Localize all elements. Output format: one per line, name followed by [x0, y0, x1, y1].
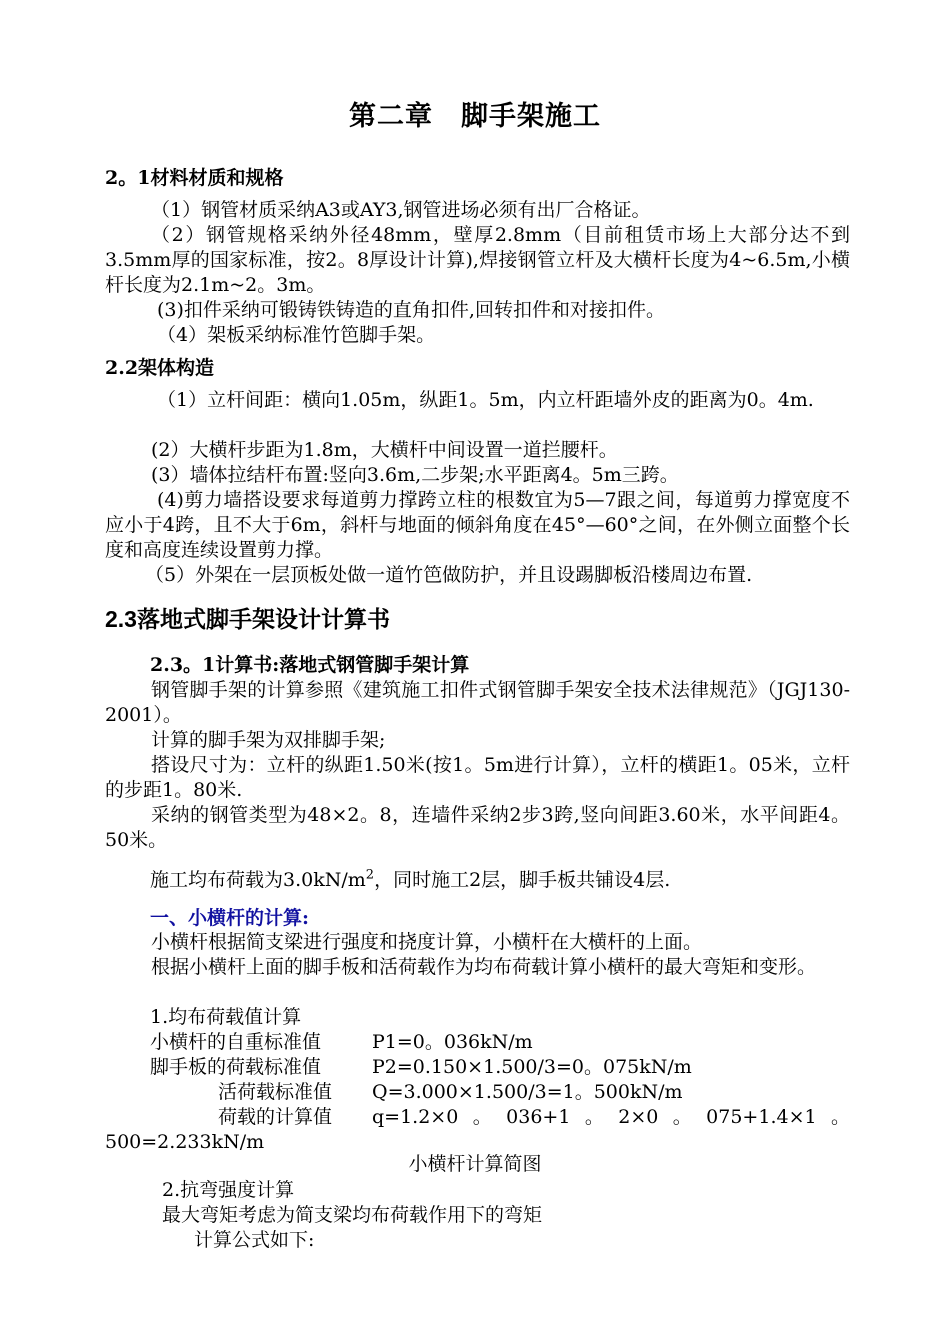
paragraph: （1）立杆间距：横向1.05m，纵距1。5m，内立杆距墙外皮的距离为0。4m. — [157, 389, 814, 411]
paragraph: (3）墙体拉结杆布置:竖向3.6m,二步架;水平距离4。5m三跨。 — [151, 464, 679, 486]
item-heading: 2.抗弯强度计算 — [162, 1179, 295, 1201]
paragraph: 钢管脚手架的计算参照《建筑施工扣件式钢管脚手架安全技术法律规范》（JGJ130-2001）。 — [105, 679, 850, 726]
paragraph: （4）架板采纳标准竹笆脚手架。 — [157, 324, 436, 346]
paragraph: 小横杆根据简支梁进行强度和挠度计算，小横杆在大横杆的上面。 — [151, 931, 703, 953]
load-value: Q=3.000×1.500/3=1。500kN/m — [372, 1081, 683, 1103]
paragraph: 搭设尺寸为：立杆的纵距1.50米(按1。5m进行计算），立杆的横距1。05米，立杆的步距1。80米. — [105, 754, 850, 801]
paragraph: （1）钢管材质采纳A3或AY3,钢管进场必须有出厂合格证。 — [151, 199, 651, 221]
item-heading: 1.均布荷载值计算 — [150, 1006, 302, 1028]
paragraph-load — [150, 868, 670, 893]
paragraph: 采纳的钢管类型为48×2。8，连墙件采纳2步3跨,竖向间距3.60米，水平间距4。50米。 — [105, 804, 850, 851]
paragraph: (3)扣件采纳可锻铸铁铸造的直角扣件,回转扣件和对接扣件。 — [157, 299, 665, 321]
paragraph: (4)剪力墙搭设要求每道剪力撑跨立柱的根数宜为5—7跟之间，每道剪力撑宽度不应小于4跨，且不大于6m，斜杆与地面的倾斜角度在45°—60°之间，在外侧立面整个长度和高度连续设置剪力撑。 — [105, 489, 850, 561]
paragraph: 最大弯矩考虑为简支梁均布荷载作用下的弯矩 — [162, 1204, 543, 1226]
load-label: 荷载的计算值 — [218, 1106, 333, 1128]
diagram-caption: 小横杆计算简图 — [408, 1153, 542, 1175]
load-label: 小横杆的自重标准值 — [150, 1031, 322, 1053]
load-label: 脚手板的荷载标准值 — [150, 1056, 322, 1078]
chapter-title: 第二章 脚手架施工 — [349, 101, 601, 132]
section-heading-2-1: 2。1材料材质和规格 — [105, 167, 284, 189]
paragraph: （2）钢管规格采纳外径48mm，壁厚2.8mm（目前租赁市场上大部分达不到3.5mm厚的国家标准，按2。8厚设计计算),焊接钢管立杆及大横杆长度为4~6.5m,小横杆长度为2.1m~2。3m。 — [105, 224, 850, 296]
paragraph: 根据小横杆上面的脚手板和活荷载作为均布荷载计算小横杆的最大弯矩和变形。 — [151, 956, 817, 978]
calc-heading: 一、小横杆的计算: — [150, 907, 310, 929]
paragraph: （5）外架在一层顶板处做一道竹笆做防护，并且设踢脚板沿楼周边布置. — [145, 564, 753, 586]
paragraph: 计算的脚手架为双排脚手架; — [151, 729, 386, 751]
section-heading-2-3: 2.3落地式脚手架设计计算书 — [105, 606, 390, 632]
paragraph: (2）大横杆步距为1.8m，大横杆中间设置一道拦腰杆。 — [151, 439, 618, 461]
load-value: P1=0。036kN/m — [372, 1031, 533, 1053]
load-text: 施工均布荷载为3.0kN/m — [150, 869, 366, 891]
load-label: 活荷载标准值 — [218, 1081, 333, 1103]
load-value: q=1.2×0。036+1。2×0。075+1.4×1。500=2.233kN/m — [105, 1106, 850, 1153]
section-heading-2-2: 2.2架体构造 — [105, 357, 215, 379]
load-tail: ，同时施工2层，脚手板共铺设4层. — [374, 869, 671, 891]
load-value: P2=0.150×1.500/3=0。075kN/m — [372, 1056, 692, 1078]
paragraph: 计算公式如下: — [194, 1229, 315, 1251]
subsection-heading: 2.3。1计算书:落地式钢管脚手架计算 — [150, 654, 470, 676]
superscript: 2 — [365, 867, 375, 883]
